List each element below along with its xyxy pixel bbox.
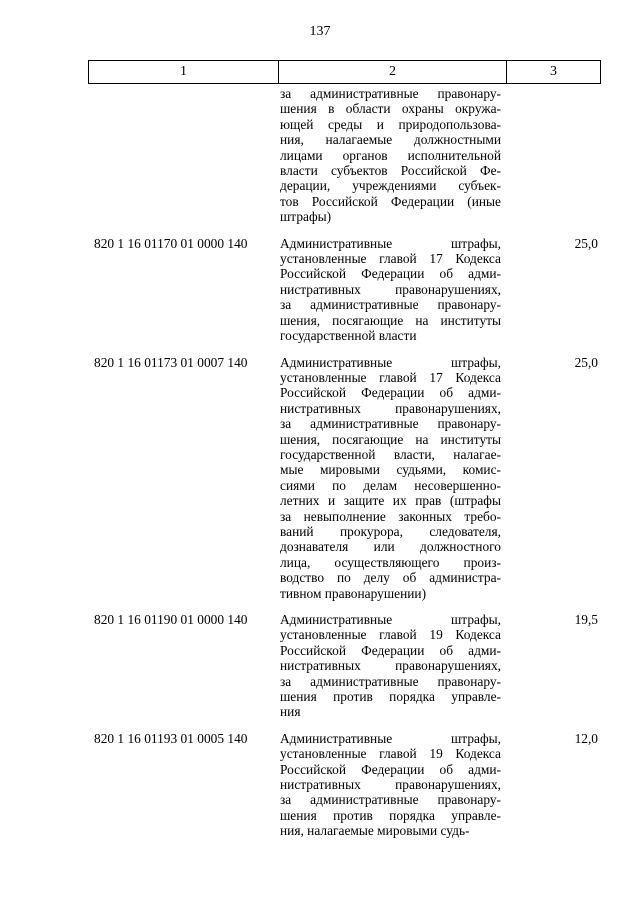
- table-header: [88, 60, 601, 84]
- amount-value: 19,5: [574, 612, 598, 627]
- description-line: шения в области охраны окружа-: [280, 101, 501, 117]
- budget-code: 820 1 16 01193 01 0005 140: [94, 730, 248, 746]
- table-row: [88, 355, 600, 602]
- description-line: за административные правонару-: [280, 673, 501, 689]
- description-line: дознавателя или должностного: [280, 539, 501, 555]
- description-line: Административные штрафы,: [280, 612, 501, 627]
- description-line: Российской Федерации об адми-: [280, 385, 501, 401]
- description-line: летних и защите их прав (штрафы: [280, 493, 501, 509]
- row-description: [280, 355, 501, 602]
- description-line: нистративных правонарушениях,: [280, 281, 501, 297]
- description-line: государственной власти, налагае-: [280, 446, 501, 462]
- description-line: за невыполнение законных требо-: [280, 508, 501, 524]
- description-line: за административные правонару-: [280, 416, 501, 432]
- table-row: [88, 731, 600, 839]
- description-line: лицами органов исполнительной: [280, 147, 501, 163]
- description-line: Российской Федерации об адми-: [280, 642, 501, 658]
- description-line: шения против порядка управле-: [280, 807, 501, 823]
- description-line: лица, осуществляющего произ-: [280, 554, 501, 570]
- description-line: нистративных правонарушениях,: [280, 658, 501, 674]
- description-line: водство по делу об администра-: [280, 570, 501, 586]
- description-line: Российской Федерации об адми-: [280, 761, 501, 777]
- description-line: сиями по делам несовершенно-: [280, 477, 501, 493]
- description-line: ния, налагаемые мировыми судь-: [280, 823, 470, 839]
- description-line: Российской Федерации об адми-: [280, 266, 501, 282]
- amount-value: 25,0: [574, 235, 598, 251]
- description-line: государственной власти: [280, 328, 417, 344]
- budget-code: 820 1 16 01190 01 0000 140: [94, 612, 248, 627]
- amount-value: 12,0: [574, 730, 598, 746]
- description-line: ваний прокурора, следователя,: [280, 523, 501, 539]
- description-line: нистративных правонарушениях,: [280, 777, 501, 793]
- column-header-1: 1: [89, 61, 279, 84]
- description-line: тов Российской Федерации (иные: [280, 193, 501, 209]
- description-line: власти субъектов Российской Фе-: [280, 163, 501, 179]
- description-line: шения, посягающие на институты: [280, 312, 501, 328]
- table-row: [88, 612, 600, 720]
- table-row: [88, 86, 600, 225]
- page-number: 137: [309, 24, 331, 39]
- description-line: установленные главой 17 Кодекса: [280, 251, 501, 267]
- description-line: Административные штрафы,: [280, 354, 501, 370]
- description-line: Административные штрафы,: [280, 730, 501, 746]
- row-description: [280, 86, 501, 225]
- description-line: установленные главой 17 Кодекса: [280, 369, 501, 385]
- row-description: [280, 731, 501, 839]
- description-line: штрафы): [280, 209, 332, 225]
- row-description: [280, 612, 501, 720]
- description-line: тивном правонарушении): [280, 585, 427, 601]
- table-body: [88, 85, 600, 839]
- description-line: установленные главой 19 Кодекса: [280, 746, 501, 762]
- description-line: установленные главой 19 Кодекса: [280, 627, 501, 643]
- description-line: ния: [280, 704, 301, 720]
- description-line: нистративных правонарушениях,: [280, 400, 501, 416]
- table-row: [88, 236, 600, 344]
- description-line: за административные правонару-: [280, 86, 501, 101]
- description-line: шения, посягающие на институты: [280, 431, 501, 447]
- description-line: за административные правонару-: [280, 297, 501, 313]
- description-line: за административные правонару-: [280, 792, 501, 808]
- row-description: [280, 236, 501, 344]
- description-line: дерации, учреждениями субъек-: [280, 178, 501, 194]
- description-line: ния, налагаемые должностными: [280, 132, 501, 148]
- description-line: ющей среды и природопользова-: [280, 116, 501, 132]
- description-line: шения против порядка управле-: [280, 689, 501, 705]
- description-line: мые мировыми судьями, комис-: [280, 462, 501, 478]
- column-header-3: 3: [507, 61, 601, 84]
- description-line: Административные штрафы,: [280, 235, 501, 251]
- budget-code: 820 1 16 01173 01 0007 140: [94, 354, 248, 370]
- amount-value: 25,0: [574, 354, 598, 370]
- column-header-2: 2: [279, 61, 507, 84]
- budget-code: 820 1 16 01170 01 0000 140: [94, 235, 248, 251]
